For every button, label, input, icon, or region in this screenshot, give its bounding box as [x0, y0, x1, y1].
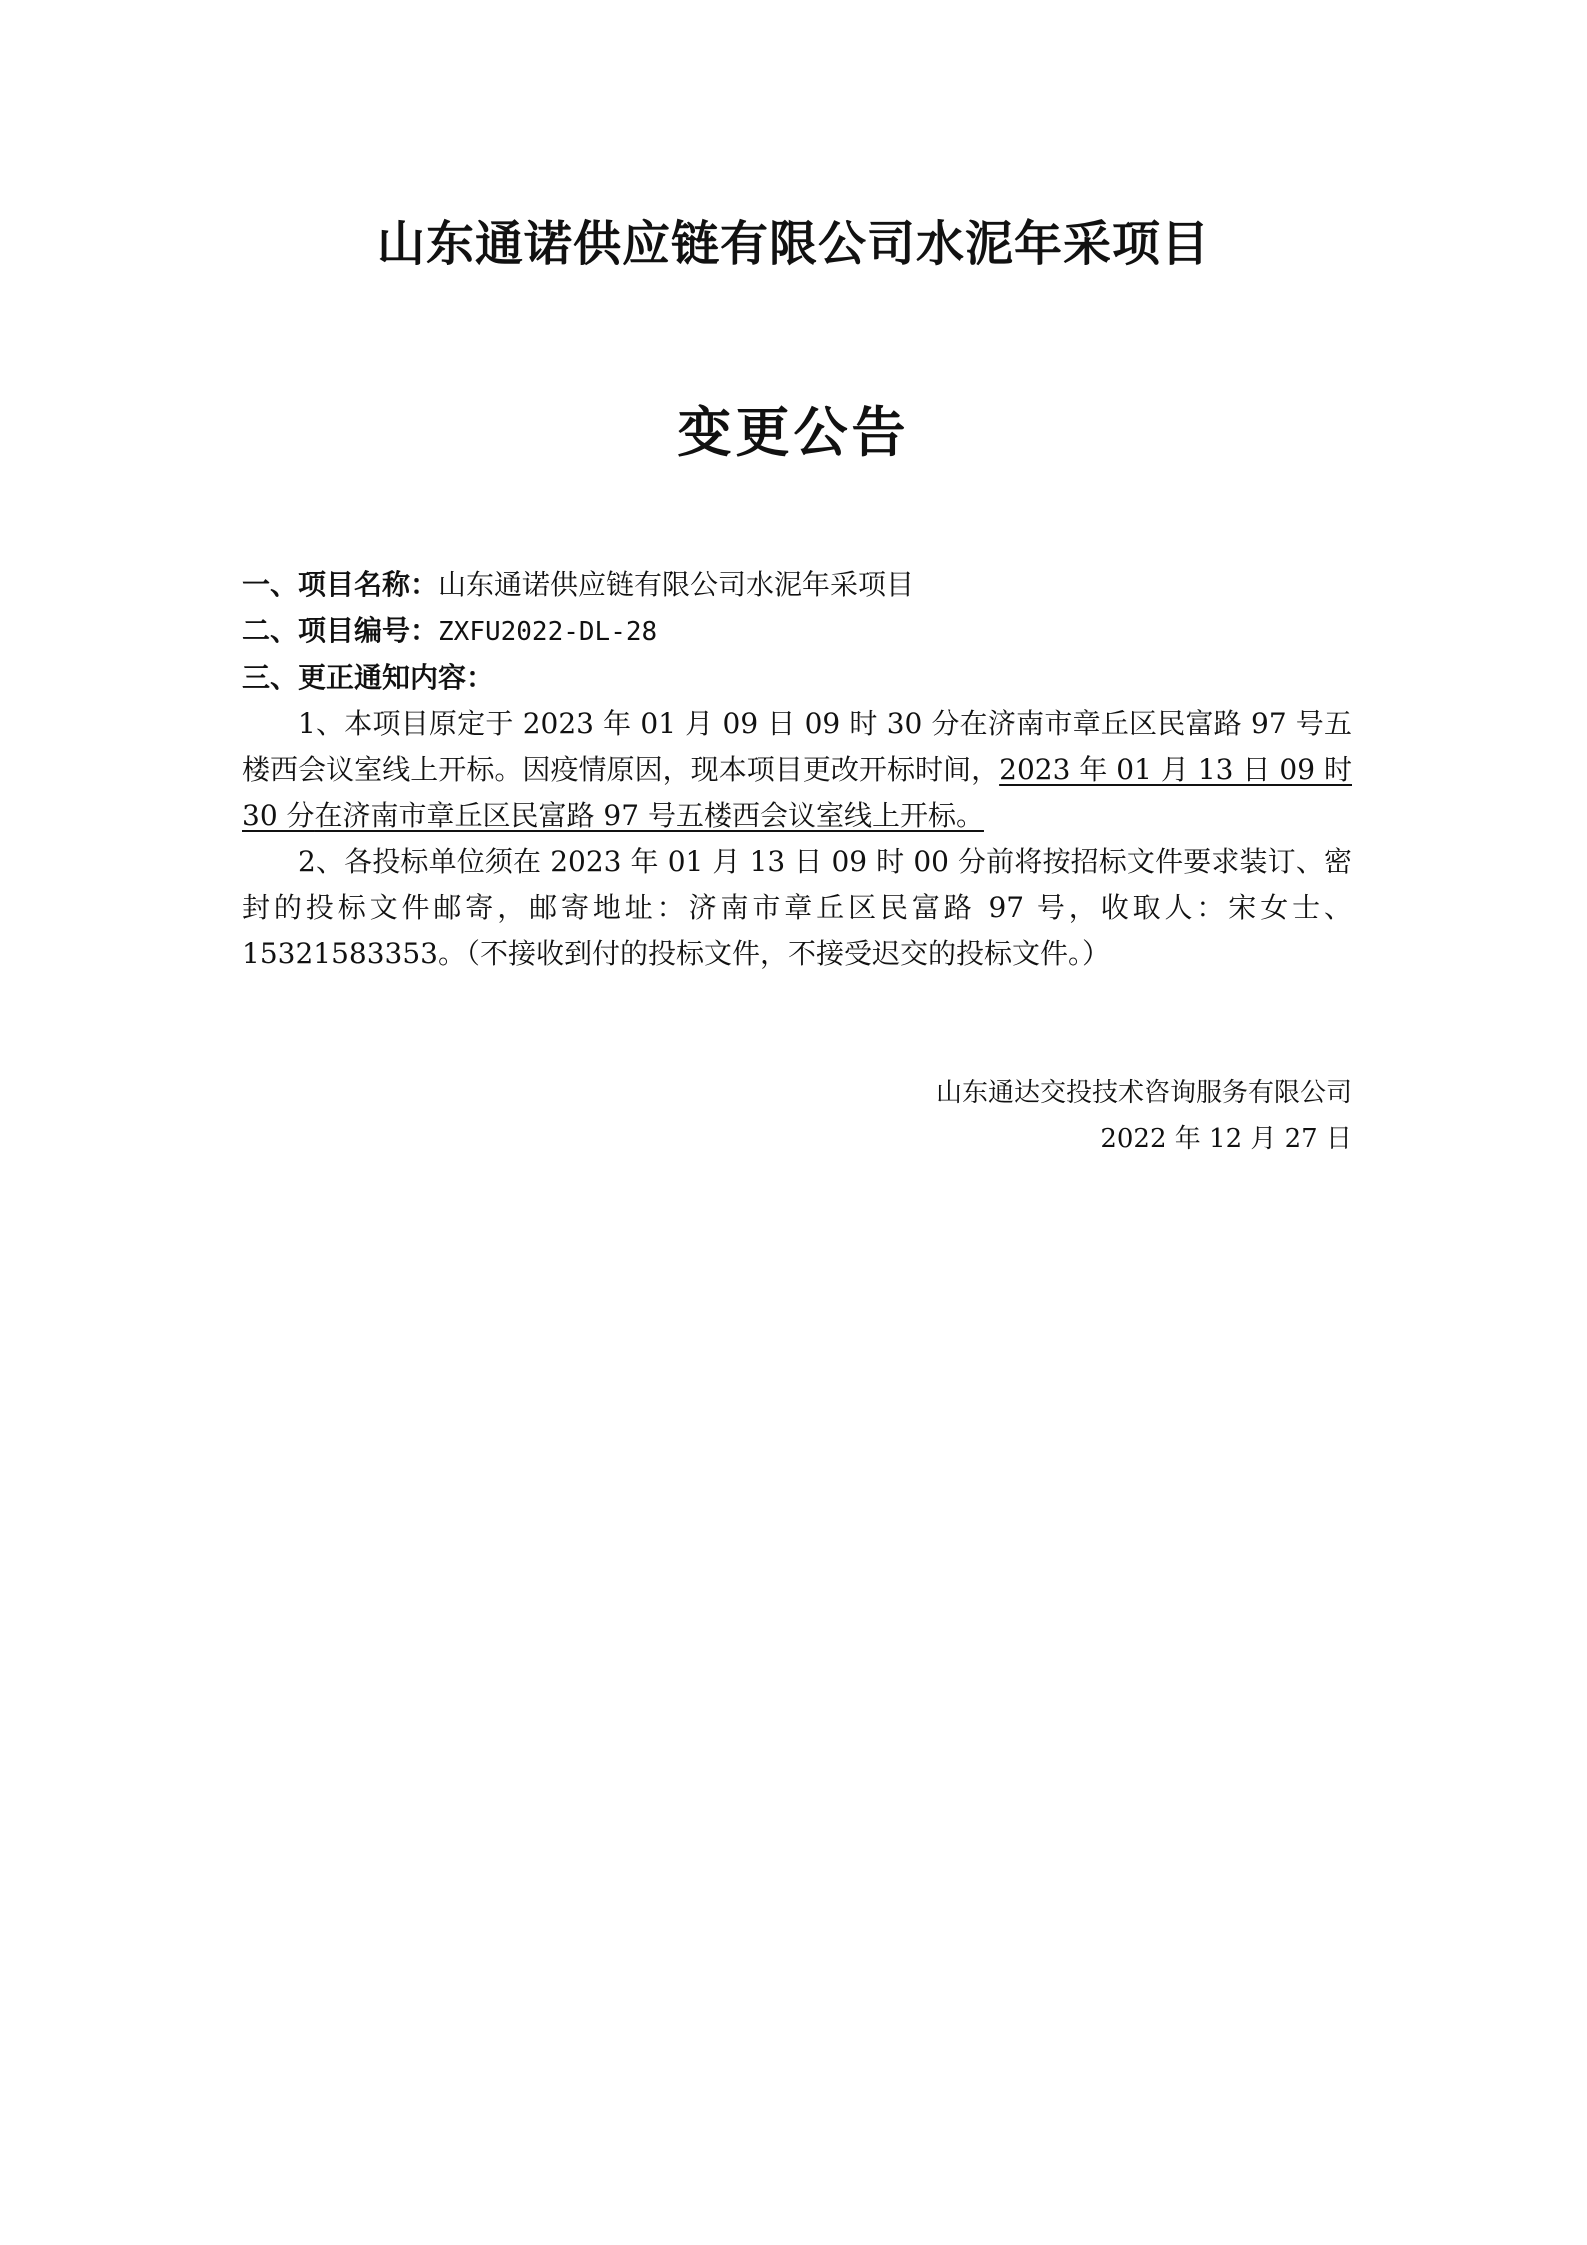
paragraph-1-text: 1、本项目原定于 2023 年 01 月 09 日 09 时 30 分在济南市章丘区民富路 97 号五楼西会议室线上开标。因疫情原因，现本项目更改开标时间， — [242, 707, 1352, 786]
item-label: 一、项目名称： — [242, 568, 439, 601]
signoff-block — [936, 1070, 1352, 1162]
new-opening-place: 在济南市章丘区民富路 97 号五楼西会议室线上开标。 — [314, 799, 984, 832]
item-project-number — [242, 608, 1352, 655]
new-opening-time: 2023 年 01 月 13 日 09 时 30 分 — [242, 753, 1352, 832]
signoff-date: 2022 年 12 月 27 日 — [1100, 1124, 1352, 1154]
item-label: 二、项目编号： — [242, 614, 439, 647]
paragraph-1 — [242, 701, 1352, 839]
signoff-organization: 山东通达交投技术咨询服务有限公司 — [935, 1078, 1352, 1108]
paragraph-2: 2、各投标单位须在 2023 年 01 月 13 日 09 时 00 分前将按招标文件要求装订、密封的投标文件邮寄，邮寄地址：济南市章丘区民富路 97 号，收取人：宋女士、15321583353。（不接收到付的投标文件，不接受迟交的投标文件。） — [242, 845, 1352, 970]
item-project-name — [242, 562, 1352, 608]
document-body — [242, 562, 1352, 977]
document-title: 山东通诺供应链有限公司水泥年采项目 — [376, 216, 1210, 272]
document-subtitle: 变更公告 — [677, 400, 910, 464]
item-label: 三、更正通知内容： — [242, 661, 495, 694]
item-value: 山东通诺供应链有限公司水泥年采项目 — [438, 568, 915, 601]
item-correction-content — [242, 655, 1352, 701]
item-value: ZXFU2022-DL-28 — [438, 617, 658, 647]
